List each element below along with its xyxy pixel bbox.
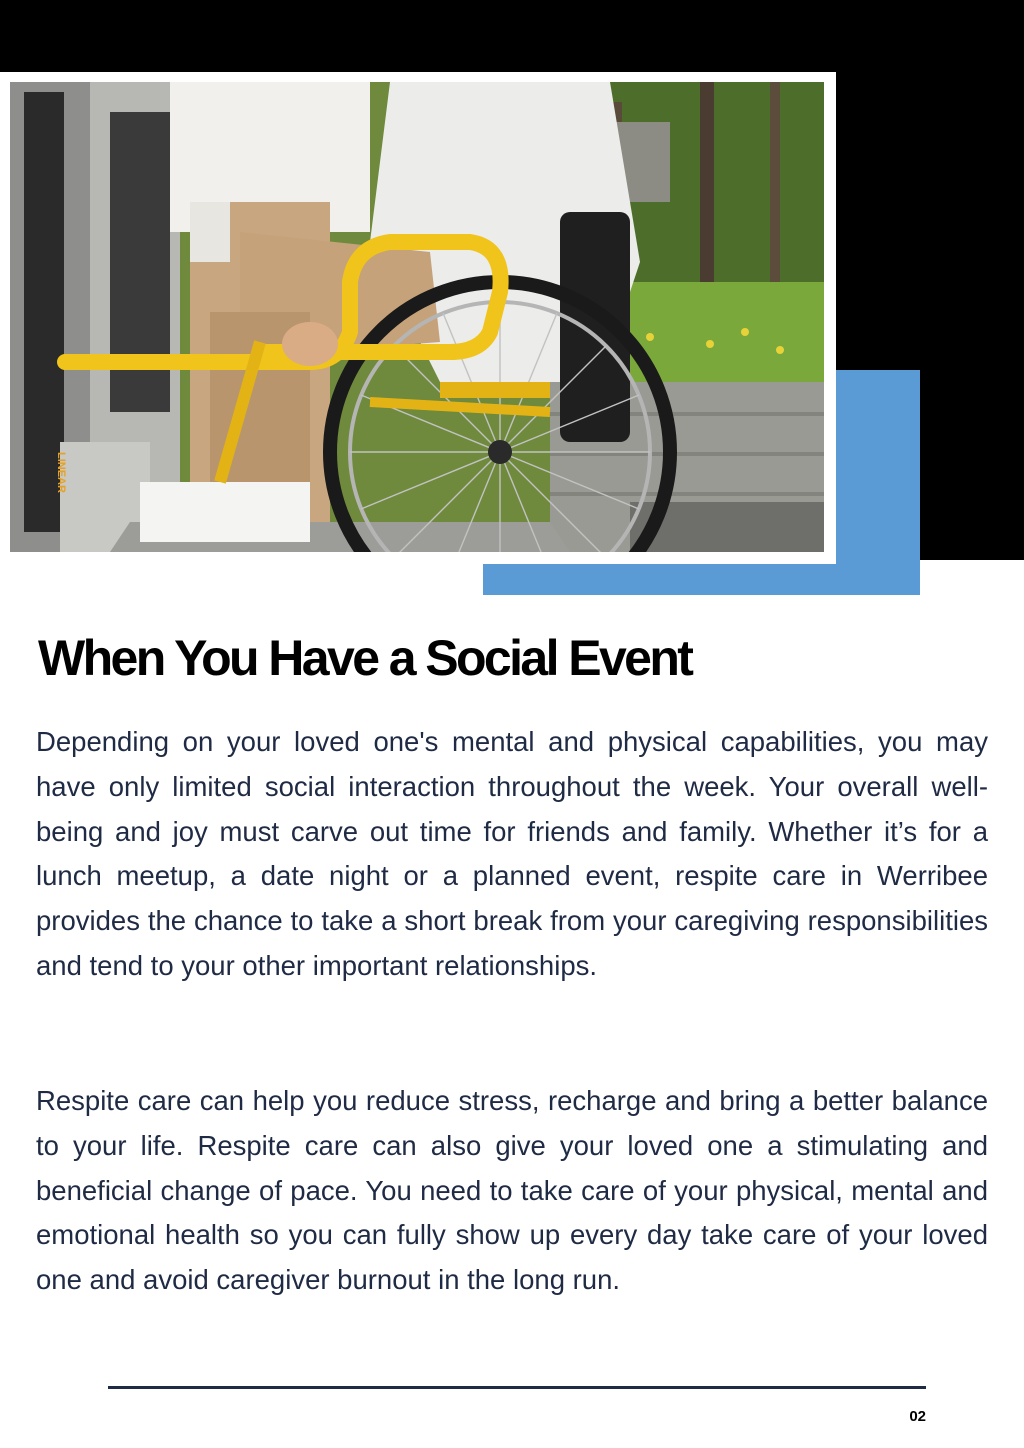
page-title: When You Have a Social Event [38,630,692,686]
lift-label: LINEAR [55,452,67,493]
wheelchair-lift-photo [10,82,824,552]
body-paragraph-1: Depending on your loved one's mental and physical capabilities, you may have only limited social interaction throughout the week. Your overall well-being and joy must carve out time for friends and family. Whether it’s for a lunch meetup, a date night or a planned event, respite care in Werribee provides the chance to take a short break from your caregiving responsibilities and tend to your other important relationships. [36,726,988,981]
footer-divider [108,1386,926,1389]
page-number: 02 [909,1408,926,1425]
body-paragraph-2: Respite care can help you reduce stress, recharge and bring a better balance to your life. Respite care can also give your loved one a stimulating and beneficial change of pace. You need to take care of your physical, mental and emotional health so you can fully show up every day take care of your loved one and avoid caregiver burnout in the long run. [36,1085,988,1296]
